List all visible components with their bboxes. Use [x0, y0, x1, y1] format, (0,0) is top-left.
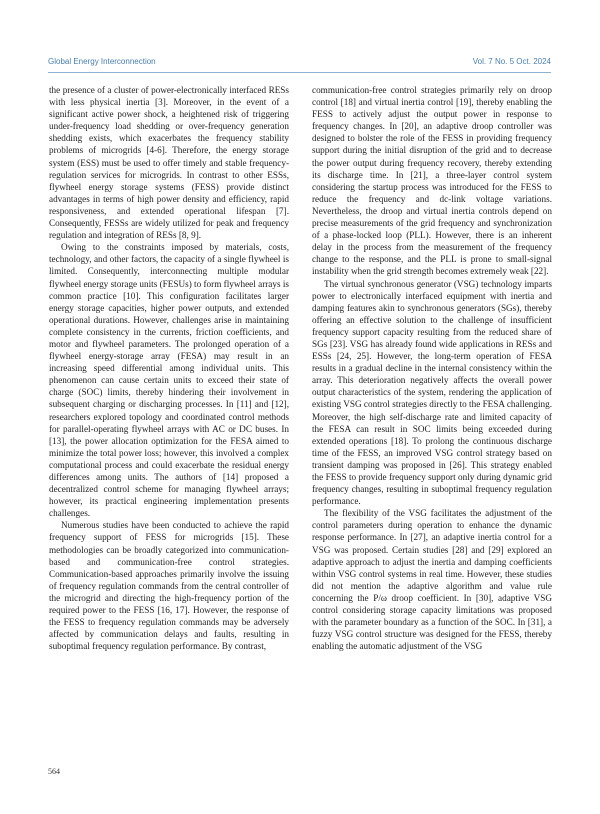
- journal-title: Global Energy Interconnection: [48, 57, 156, 66]
- volume-info: Vol. 7 No. 5 Oct. 2024: [472, 57, 551, 66]
- paragraph: The virtual synchronous generator (VSG) technology imparts power to electronically interfaced equipment with inertia and damping features akin to synchronous generators (SGs), thereby offering an effective solution to the challenge of insufficient frequency support capacity resulting from the reduced share of SGs [23]. VSG has already found wide applications in RESs and ESSs [24, 25]. However, the long-term operation of FESA results in a gradual decline in the internal consistency within the array. This deterioration negatively affects the overall power output characteristics of the system, rendering the application of existing VSG control strategies directly to the FESA challenging. Moreover, the high self-discharge rate and limited capacity of the FESA can result in SOC limits being exceeded during extended operations [18]. To prolong the continuous discharge time of the FESS, an improved VSG control strategy based on transient damping was proposed in [26]. This strategy enabled the FESS to provide frequency support only during dynamic grid frequency changes, resulting in suboptimal frequency regulation performance.: [312, 278, 552, 507]
- paragraph: the presence of a cluster of power-electronically interfaced RESs with less physical inertia [3]. Moreover, in the event of a significant active power shock, a heightened risk of triggering under-frequency load shedding or over-frequency generation shedding exists, which exacerbates the frequency stability problems of microgrids [4-6]. Therefore, the energy storage system (ESS) must be used to offer timely and stable frequency-regulation services for microgrids. In contrast to other ESSs, flywheel energy storage systems (FESS) provide distinct advantages in terms of high power density and efficiency, rapid responsiveness, and extended operational lifespan [7]. Consequently, FESSs are widely utilized for peak and frequency regulation and integration of RESs [8, 9].: [49, 85, 289, 241]
- right-text-column: [312, 84, 552, 652]
- running-header: [48, 57, 551, 71]
- paragraph: The flexibility of the VSG facilitates the adjustment of the control parameters during operation to enhance the dynamic response performance. In [27], an adaptive inertia control for a VSG was proposed. Certain studies [28] and [29] explored an adaptive approach to adjust the inertia and damping coefficients within VSG control systems in real time. However, these studies did not mention the adaptive algorithm and value rule concerning the P/ω droop coefficient. In [30], adaptive VSG control considering storage capacity limitations was proposed with the parameter boundary as a function of the SOC. In [31], a fuzzy VSG control structure was designed for the FESS, thereby enabling the automatic adjustment of the VSG: [312, 508, 552, 652]
- paragraph: communication-free control strategies primarily rely on droop control [18] and virtual inertia control [19], thereby enabling the FESS to actively adjust the output power in response to frequency changes. In [20], an adaptive droop controller was designed to bolster the role of the FESS in providing frequency support during the initial disruption of the grid and to decrease the power output during frequency recovery, thereby extending its discharge time. In [21], a three-layer control system considering the startup process was introduced for the FESS to reduce the frequency and dc-link voltage variations. Nevertheless, the droop and virtual inertia controls depend on precise measurements of the grid frequency and synchronization of a phase-locked loop (PLL). However, there is an inherent delay in the process from the measurement of the frequency change to the response, and the PLL is prone to small-signal instability when the grid strength becomes extremely weak [22].: [312, 85, 552, 277]
- paragraph: Numerous studies have been conducted to achieve the rapid frequency support of FESS for microgrids [15]. These methodologies can be broadly categorized into communication-based and communication-free control strategies. Communication-based approaches primarily involve the issuing of frequency regulation commands from the central controller of the microgrid and directing the high-frequency portion of the required power to the FESS [16, 17]. However, the response of the FESS to frequency regulation commands may be adversely affected by communication delays and faults, resulting in suboptimal frequency regulation performance. By contrast,: [49, 520, 289, 652]
- page-number: 564: [48, 767, 60, 776]
- paragraph: Owing to the constraints imposed by materials, costs, technology, and other factors, the capacity of a single flywheel is limited. Consequently, interconnecting multiple modular flywheel energy storage units (FESUs) to form flywheel arrays is common practice [10]. This configuration facilitates larger energy storage capacities, higher power outputs, and extended operational durations. However, challenges arise in maintaining complete consistency in the currents, friction coefficients, and motor and flywheel parameters. The prolonged operation of a flywheel energy-storage array (FESA) may result in an increasing speed differential among individual units. This phenomenon can cause certain units to exceed their state of charge (SOC) limits, thereby hindering their involvement in subsequent charging or discharging processes. In [11] and [12], researchers explored topology and coordinated control methods for parallel-operating flywheel arrays with AC or DC buses. In [13], the power allocation optimization for the FESA aimed to minimize the total power loss; however, this involved a complex computational process and could exacerbate the residual energy differences among units. The authors of [14] proposed a decentralized control scheme for managing flywheel arrays; however, its practical engineering implementation presents challenges.: [49, 242, 289, 519]
- left-text-column: [49, 84, 289, 652]
- header-divider: [48, 72, 551, 73]
